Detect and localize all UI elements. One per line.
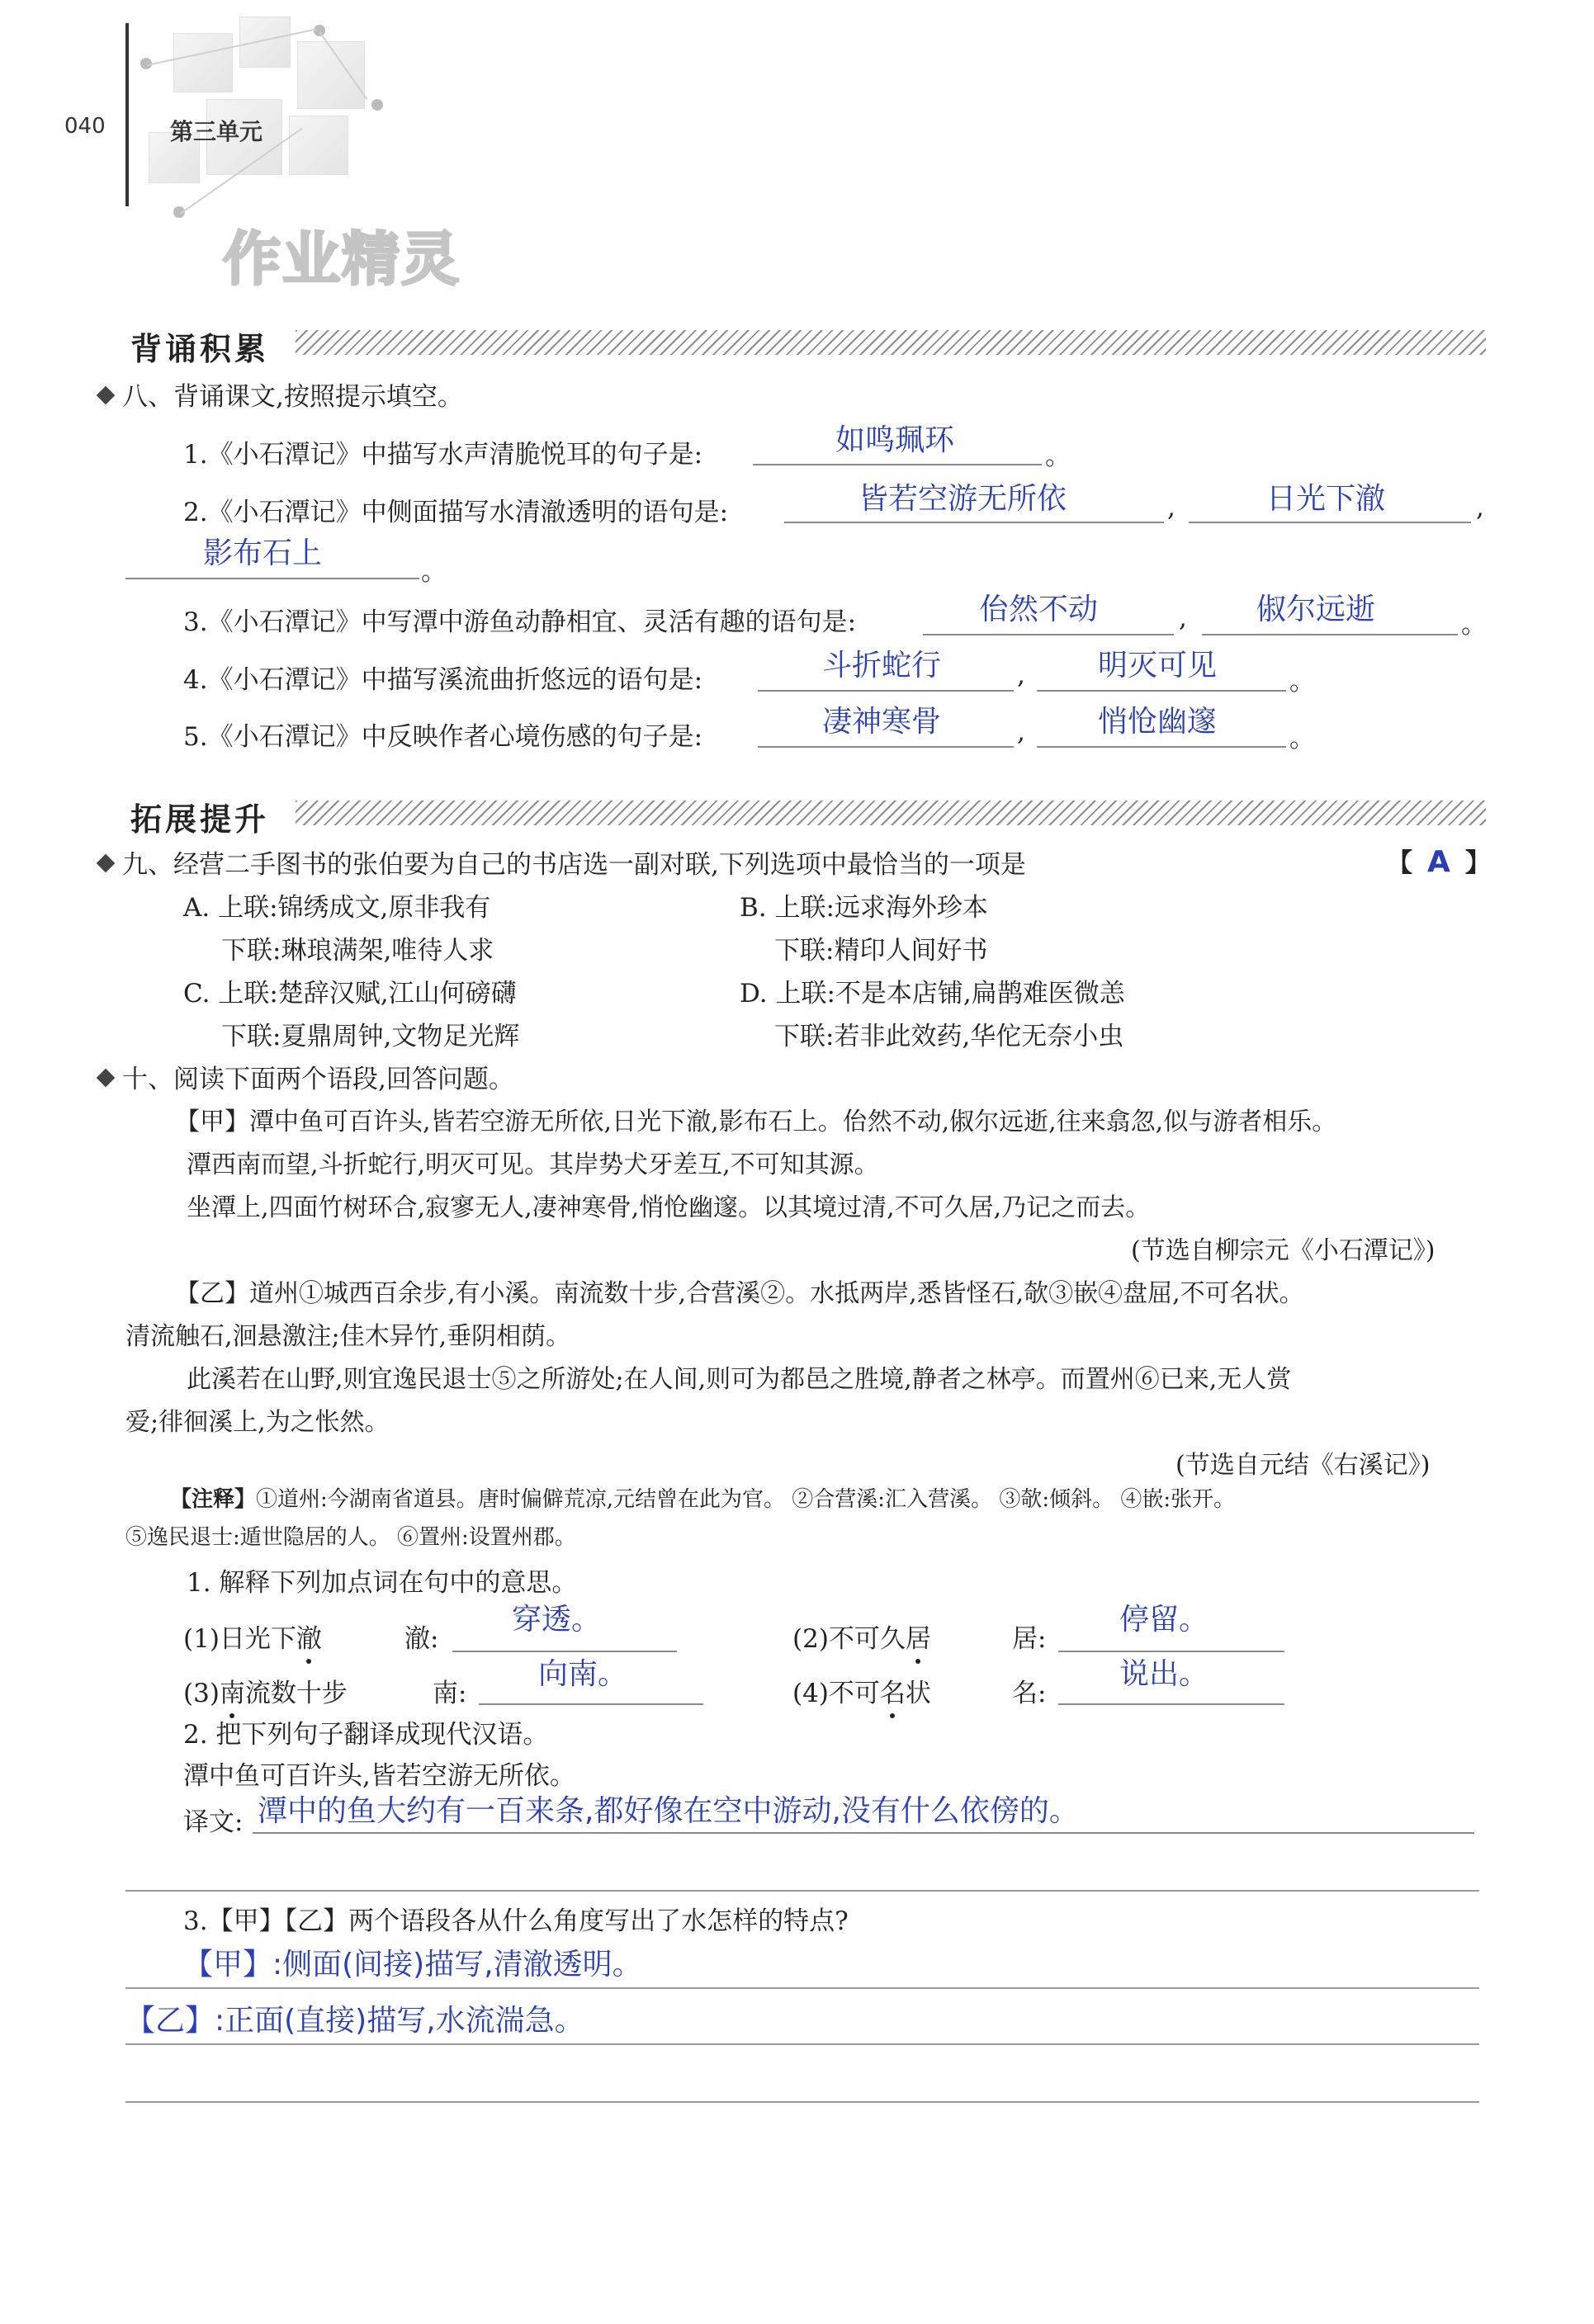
option-c-lower: 下联:夏鼎周钟,文物足光辉 [221,1022,520,1051]
option-d-lower: 下联:若非此效药,华佗无奈小虫 [774,1022,1124,1051]
section-title-extension: 拓展提升 [130,801,270,838]
q8-item-2: 2.《小石潭记》中侧面描写水清澈透明的语句是: [183,498,729,527]
comma: , [1017,717,1025,747]
sub1-item-1-phrase: (1)日光下澈 [183,1624,322,1654]
passage-yi-line-2: 清流触石,洄悬激注;佳木异竹,垂阴相荫。 [125,1322,571,1351]
sub1-item-4-phrase: (4)不可名状 [792,1679,931,1708]
answer-handwritten: 明灭可见 [1098,649,1218,683]
answer-line [125,2101,1479,2103]
blank-line [1202,634,1458,635]
answer-handwritten: 日光下澈 [1266,482,1386,516]
answer-handwritten: 皆若空游无所依 [858,482,1067,516]
sub2-sentence: 潭中鱼可百许头,皆若空游无所依。 [183,1761,575,1791]
sub1-item-2-phrase: (2)不可久居 [792,1624,931,1654]
q8-item-5: 5.《小石潭记》中反映作者心境伤感的句子是: [183,722,703,752]
unit-title: 第三单元 [170,118,263,145]
section-title-recitation: 背诵积累 [130,331,270,367]
blank-line [1189,522,1471,523]
answer-handwritten: 向南。 [538,1657,628,1691]
answer-handwritten: 潭中的鱼大约有一百来条,都好像在空中游动,没有什么依傍的。 [258,1794,1079,1828]
blank-line [479,1703,703,1705]
page-number: 040 [64,114,106,139]
translation-label: 译文: [183,1807,244,1837]
question-8-stem: 八、背诵课文,按照提示填空。 [99,376,463,413]
dotted-char: 南 [219,1679,245,1708]
notes-line-2: ⑤逸民退士:遁世隐居的人。 ⑥置州:设置州郡。 [125,1525,576,1550]
blank-line [758,690,1014,692]
passage-jia-source: (节选自柳宗元《小石潭记》) [1131,1236,1436,1265]
blank-line [1037,746,1286,748]
answer-handwritten: 影布石上 [203,536,323,570]
answer-handwritten: A [1427,845,1450,879]
dotted-char: 名 [879,1679,906,1708]
answer-line [125,1987,1479,1989]
sub1-item-4-word: 名: [1012,1679,1047,1708]
answer-handwritten: 悄怆幽邃 [1098,705,1218,739]
answer-handwritten: 说出。 [1119,1657,1209,1691]
q8-item-3: 3.《小石潭记》中写潭中游鱼动静相宜、灵活有趣的语句是: [183,607,857,637]
answer-handwritten: 【甲】:侧面(间接)描写,清澈透明。 [183,1948,642,1982]
blank-line [1037,690,1286,692]
diamond-bullet-icon [97,854,116,873]
punctuation: 。 [1289,667,1315,697]
blank-line [784,522,1164,523]
sub1-item-1-word: 澈: [404,1624,439,1654]
header-decoration [124,17,404,231]
answer-handwritten: 停留。 [1119,1603,1209,1637]
punctuation: 。 [1045,442,1071,471]
blank-line [125,578,419,579]
passage-jia-line-1: 【甲】潭中鱼可百许头,皆若空游无所依,日光下澈,影布石上。佁然不动,俶尔远逝,往来翕忽,似与游者相乐。 [175,1108,1337,1136]
option-c-upper: C. 上联:楚辞汉赋,江山何磅礴 [183,979,517,1008]
section-divider [296,801,1486,825]
comma: , [1179,603,1187,633]
q8-item-4: 4.《小石潭记》中描写溪流曲折悠远的语句是: [183,665,703,695]
comma: , [1017,660,1025,690]
comma: , [1476,493,1484,522]
answer-bracket: 【 A 】 [1387,845,1491,879]
answer-line [125,1890,1479,1892]
option-b-lower: 下联:精印人间好书 [774,936,988,966]
dotted-char: 居 [905,1624,931,1654]
sub1-stem: 1. 解释下列加点词在句中的意思。 [187,1568,578,1598]
answer-line [253,1832,1474,1834]
answer-handwritten: 穿透。 [512,1603,602,1637]
blank-line [1058,1703,1284,1705]
blank-line [753,464,1042,465]
sub1-item-2-word: 居: [1012,1624,1047,1654]
option-b-upper: B. 上联:远求海外珍本 [740,893,988,923]
option-a-upper: A. 上联:锦绣成文,原非我有 [183,893,491,923]
answer-handwritten: 如鸣珮环 [835,423,955,457]
diamond-bullet-icon [97,1069,116,1088]
blank-line [923,634,1174,635]
sub1-item-3-phrase: (3)南流数十步 [183,1679,348,1708]
answer-handwritten: 佁然不动 [979,593,1099,626]
passage-yi-line-1: 【乙】道州①城西百余步,有小溪。南流数十步,合营溪②。水抵两岸,悉皆怪石,欹③嵌④盘屈,不可名状。 [175,1279,1304,1308]
comma: , [1167,493,1175,522]
punctuation: 。 [421,557,447,587]
dotted-char: 澈 [296,1624,322,1654]
notes-line-1: 【注释】①道州:今湖南省道县。唐时偏僻荒凉,元结曾在此为官。 ②合营溪:汇入营溪。 ③欹:倾斜。 ④嵌:张开。 [170,1487,1236,1512]
passage-yi-line-3: 此溪若在山野,则宜逸民退士⑤之所游处;在人间,则可为都邑之胜境,静者之林亭。而置州⑥已来,无人赏 [187,1365,1292,1394]
header-vertical-rule [125,23,129,206]
answer-handwritten: 斗折蛇行 [822,649,942,683]
answer-handwritten: 俶尔远逝 [1256,593,1376,626]
passage-yi-line-4: 爱;徘徊溪上,为之怅然。 [125,1408,390,1437]
answer-line [125,2043,1479,2045]
question-9-stem: 九、经营二手图书的张伯要为自己的书店选一副对联,下列选项中最恰当的一项是 [99,843,1026,881]
punctuation: 。 [1461,610,1487,640]
blank-line [758,746,1014,748]
passage-yi-source: (节选自元结《右溪记》) [1175,1451,1431,1480]
section-divider [296,330,1486,355]
q8-item-1: 1.《小石潭记》中描写水声清脆悦耳的句子是: [183,440,703,470]
sub1-item-3-word: 南: [433,1679,467,1708]
punctuation: 。 [1289,724,1315,753]
sub2-stem: 2. 把下列句子翻译成现代汉语。 [183,1720,549,1750]
passage-jia-line-3: 坐潭上,四面竹树环合,寂寥无人,凄神寒骨,悄怆幽邃。以其境过清,不可久居,乃记之而去。 [187,1193,1151,1222]
sub3-stem: 3.【甲】【乙】两个语段各从什么角度写出了水怎样的特点? [183,1906,849,1936]
option-d-upper: D. 上联:不是本店铺,扁鹊难医微恙 [740,979,1125,1008]
question-10-stem: 十、阅读下面两个语段,回答问题。 [99,1058,514,1095]
passage-jia-line-2: 潭西南而望,斗折蛇行,明灭可见。其岸势犬牙差互,不可知其源。 [187,1150,879,1179]
watermark-logo: 作业精灵 [223,225,461,293]
option-a-lower: 下联:琳琅满架,唯待人求 [221,936,494,966]
answer-handwritten: 【乙】:正面(直接)描写,水流湍急。 [125,2004,584,2038]
diamond-bullet-icon [97,386,116,405]
answer-handwritten: 凄神寒骨 [822,705,942,739]
